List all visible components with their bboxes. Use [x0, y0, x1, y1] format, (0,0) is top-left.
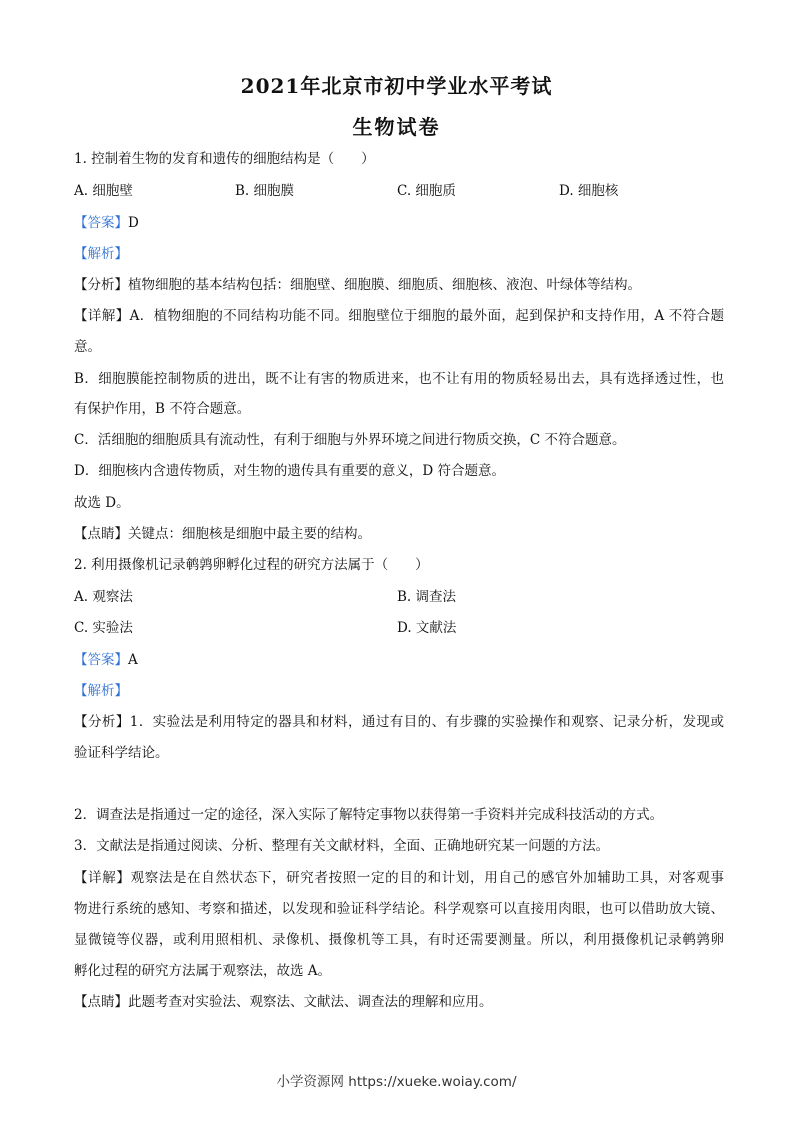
- answer-tag: 【答案】: [74, 652, 128, 668]
- dianjing-tag: 【点睛】: [74, 994, 128, 1010]
- fenxi-tag: 【分析】: [74, 714, 130, 730]
- jiexi-tag: 【解析】: [74, 683, 128, 699]
- q2-xiangjie-line-2: 物进行系统的感知、考察和描述，以发现和验证科学结论。科学观察可以直接用肉眼，也可以借助放大镜、: [74, 901, 724, 917]
- answer-value: D: [128, 215, 139, 231]
- jiexi-tag: 【解析】: [74, 246, 128, 262]
- q2-stem: 2. 利用摄像机记录鹌鹑卵孵化过程的研究方法属于（ ）: [74, 557, 429, 573]
- dianjing-text: 此题考查对实验法、观察法、文献法、调查法的理解和应用。: [128, 994, 493, 1010]
- xiangjie-tag: 【详解】: [74, 870, 131, 886]
- q1-option-b: B. 细胞膜: [235, 183, 295, 199]
- fenxi-text: 1．实验法是利用特定的器具和材料，通过有目的、有步骤的实验操作和观察、记录分析，发现或: [129, 714, 725, 730]
- q2-fenxi-line-2: 验证科学结论。: [74, 745, 169, 761]
- q2-option-a: A. 观察法: [74, 589, 133, 605]
- q1-line-b-1: B．细胞膜能控制物质的进出，既不让有害的物质进来，也不让有用的物质轻易出去，具有选择透过性，也: [74, 371, 724, 387]
- q2-xiangjie-line-4: 孵化过程的研究方法属于观察法，故选 A。: [74, 963, 332, 979]
- q2-xiangjie-line-1: [74, 869, 724, 887]
- dianjing-text: 关键点：细胞核是细胞中最主要的结构。: [128, 526, 371, 542]
- q2-dianjing: [74, 993, 724, 1011]
- footer-watermark: 小学资源网 https://xueke.woiay.com/: [276, 1074, 517, 1090]
- q2-option-c: C. 实验法: [74, 620, 133, 636]
- q1-option-c: C. 细胞质: [397, 183, 456, 199]
- q1-fenxi: [74, 276, 724, 294]
- answer-tag: 【答案】: [74, 215, 128, 231]
- q1-xiangjie-line-2: 意。: [74, 339, 101, 355]
- q2-jiexi-heading: [74, 682, 724, 700]
- q1-line-c: C．活细胞的细胞质具有流动性，有利于细胞与外界环境之间进行物质交换，C 不符合题意。: [74, 432, 626, 448]
- page-subtitle: 生物试卷: [352, 115, 441, 139]
- q2-fenxi-2: 2．调查法是指通过一定的途径，深入实际了解特定事物以获得第一手资料并完成科技活动的方式。: [74, 807, 664, 823]
- q1-line-d: D．细胞核内含遗传物质，对生物的遗传具有重要的意义，D 符合题意。: [74, 463, 505, 479]
- q2-fenxi-line-1: [74, 713, 724, 731]
- xiangjie-tag: 【详解】: [74, 308, 130, 324]
- q1-jiexi-heading: [74, 245, 724, 263]
- q1-line-b-2: 有保护作用，B 不符合题意。: [74, 401, 251, 417]
- q1-answer: [74, 214, 724, 232]
- q1-stem: 1. 控制着生物的发育和遗传的细胞结构是（ ）: [74, 151, 375, 167]
- fenxi-text: 植物细胞的基本结构包括：细胞壁、细胞膜、细胞质、细胞核、液泡、叶绿体等结构。: [128, 277, 641, 293]
- xiangjie-text: 观察法是在自然状态下，研究者按照一定的目的和计划，用自己的感官外加辅助工具，对客观事: [130, 870, 724, 886]
- q1-xiangjie-line-1: [74, 307, 724, 325]
- q2-fenxi-3: 3．文献法是指通过阅读、分析、整理有关文献材料，全面、正确地研究某一问题的方法。: [74, 838, 610, 854]
- q1-guxuan: 故选 D。: [74, 495, 130, 511]
- dianjing-tag: 【点睛】: [74, 526, 128, 542]
- q2-option-b: B. 调查法: [397, 589, 457, 605]
- page-title: 2021年北京市初中学业水平考试: [240, 74, 553, 98]
- q2-answer: [74, 651, 724, 669]
- fenxi-tag: 【分析】: [74, 277, 128, 293]
- q1-option-a: A. 细胞壁: [74, 183, 133, 199]
- q2-option-d: D. 文献法: [397, 620, 457, 636]
- q1-dianjing: [74, 525, 724, 543]
- xiangjie-text: A．植物细胞的不同结构功能不同。细胞壁位于细胞的最外面，起到保护和支持作用，A 不符合题: [129, 308, 725, 324]
- q1-option-d: D. 细胞核: [559, 183, 619, 199]
- q2-xiangjie-line-3: 显微镜等仪器，或利用照相机、录像机、摄像机等工具，有时还需要测量。所以，利用摄像机记录鹌鹑卵: [74, 932, 724, 948]
- answer-value: A: [128, 652, 138, 668]
